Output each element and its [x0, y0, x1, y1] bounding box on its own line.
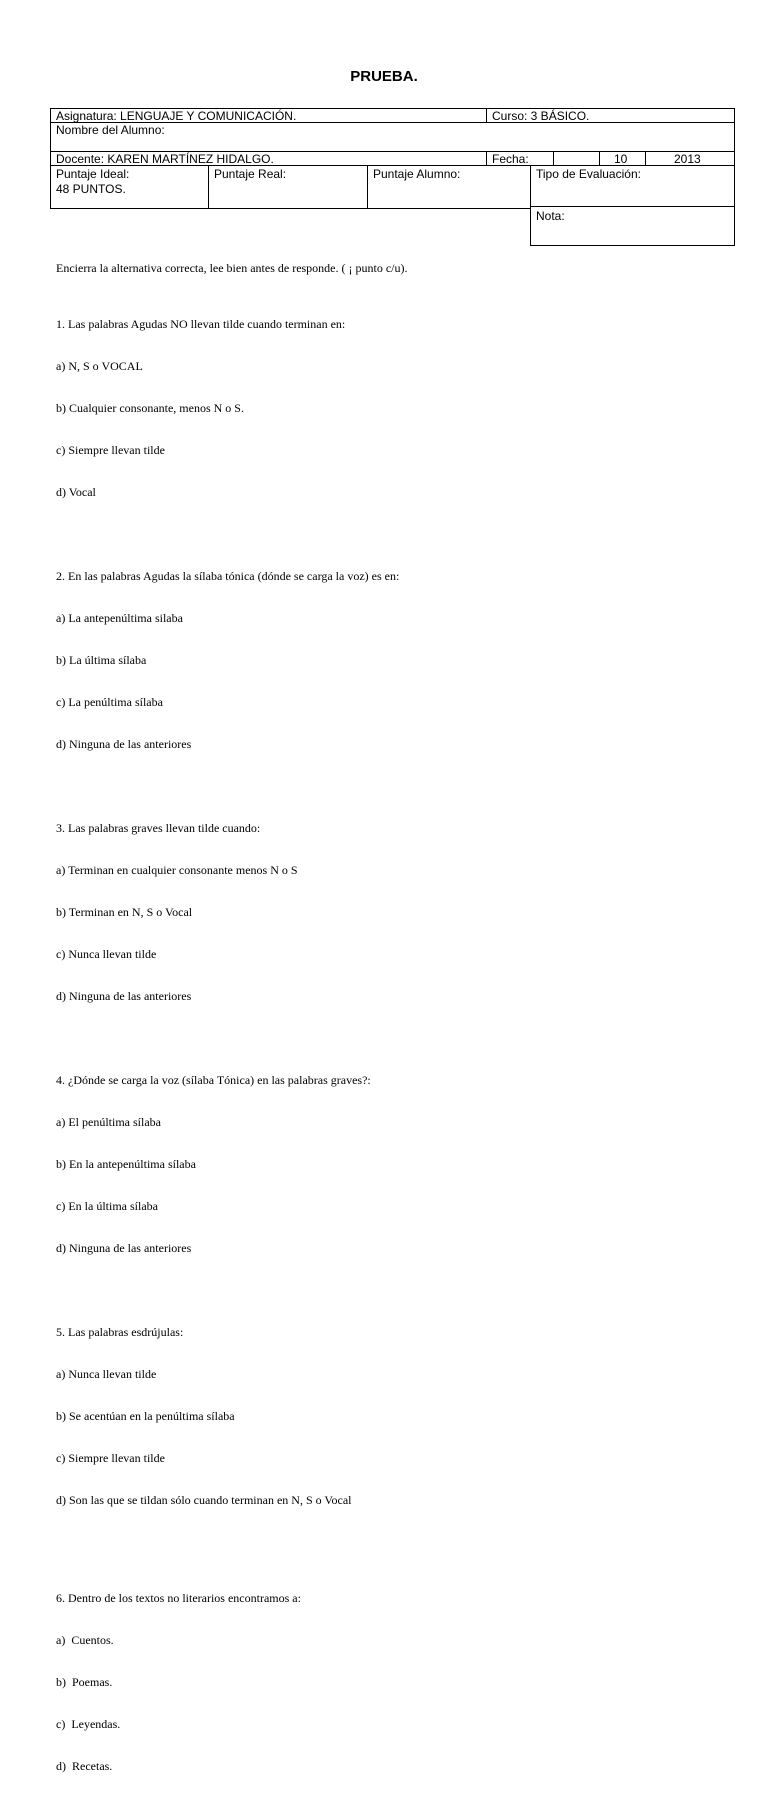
- option: b) En la antepenúltima sílaba: [56, 1157, 196, 1171]
- option: d) Vocal: [56, 485, 96, 499]
- page-title: PRUEBA.: [350, 68, 418, 85]
- question-1: [56, 289, 736, 527]
- puntaje-ideal-value: 48 PUNTOS.: [56, 182, 126, 196]
- option: d) Ninguna de las anteriores: [56, 989, 192, 1003]
- option: c) Leyendas.: [56, 1717, 121, 1731]
- question-text: 3. Las palabras graves llevan tilde cuando:: [56, 821, 261, 835]
- docente-label: Docente: KAREN MARTÍNEZ HIDALGO.: [56, 152, 274, 166]
- option: b) Terminan en N, S o Vocal: [56, 905, 193, 919]
- option: c) Siempre llevan tilde: [56, 1451, 165, 1465]
- puntaje-real-label: Puntaje Real:: [214, 167, 287, 181]
- question-5: [56, 1297, 736, 1535]
- question-2: [56, 541, 736, 779]
- option: d) Ninguna de las anteriores: [56, 737, 192, 751]
- question-text: 5. Las palabras esdrújulas:: [56, 1325, 184, 1339]
- question-text: 4. ¿Dónde se carga la voz (sílaba Tónica) en las palabras graves?:: [56, 1073, 371, 1087]
- option: b) La última sílaba: [56, 653, 147, 667]
- option: c) En la última sílaba: [56, 1199, 158, 1213]
- option: a) Terminan en cualquier consonante menos N o S: [56, 863, 298, 877]
- fecha-year: 2013: [674, 152, 701, 166]
- option: b) Poemas.: [56, 1675, 113, 1689]
- fecha-label: Fecha:: [492, 152, 529, 166]
- option: d) Son las que se tildan sólo cuando terminan en N, S o Vocal: [56, 1493, 352, 1507]
- option: d) Ninguna de las anteriores: [56, 1241, 192, 1255]
- curso-label: Curso: 3 BÁSICO.: [492, 109, 590, 123]
- nombre-field: Nombre del Alumno:: [56, 123, 165, 137]
- question-4: [56, 1045, 736, 1283]
- nota-label: Nota:: [536, 209, 565, 223]
- option: c) Siempre llevan tilde: [56, 443, 165, 457]
- fecha-month: 10: [614, 152, 628, 166]
- asignatura-label: Asignatura: LENGUAJE Y COMUNICACIÓN.: [56, 109, 297, 123]
- instructions: Encierra la alternativa correcta, lee bien antes de responde. ( ¡ punto c/u).: [56, 261, 408, 275]
- option: a) La antepenúltima silaba: [56, 611, 183, 625]
- option: a) Nunca llevan tilde: [56, 1367, 157, 1381]
- question-text: 6. Dentro de los textos no literarios encontramos a:: [56, 1591, 301, 1605]
- option: b) Cualquier consonante, menos N o S.: [56, 401, 244, 415]
- option: a) N, S o VOCAL: [56, 359, 143, 373]
- option: b) Se acentúan en la penúltima sílaba: [56, 1409, 235, 1423]
- option: a) Cuentos.: [56, 1633, 114, 1647]
- questions-section: [56, 261, 736, 1801]
- question-6: [56, 1563, 736, 1801]
- puntaje-alumno-label: Puntaje Alumno:: [373, 167, 461, 181]
- question-3: [56, 793, 736, 1031]
- option: c) Nunca llevan tilde: [56, 947, 157, 961]
- option: c) La penúltima sílaba: [56, 695, 163, 709]
- tipo-evaluacion-label: Tipo de Evaluación:: [536, 167, 641, 181]
- puntaje-ideal-label: Puntaje Ideal:: [56, 167, 130, 181]
- option: d) Recetas.: [56, 1759, 113, 1773]
- question-text: 2. En las palabras Agudas la sílaba tónica (dónde se carga la voz) es en:: [56, 569, 400, 583]
- question-text: 1. Las palabras Agudas NO llevan tilde cuando terminan en:: [56, 317, 346, 331]
- option: a) El penúltima sílaba: [56, 1115, 161, 1129]
